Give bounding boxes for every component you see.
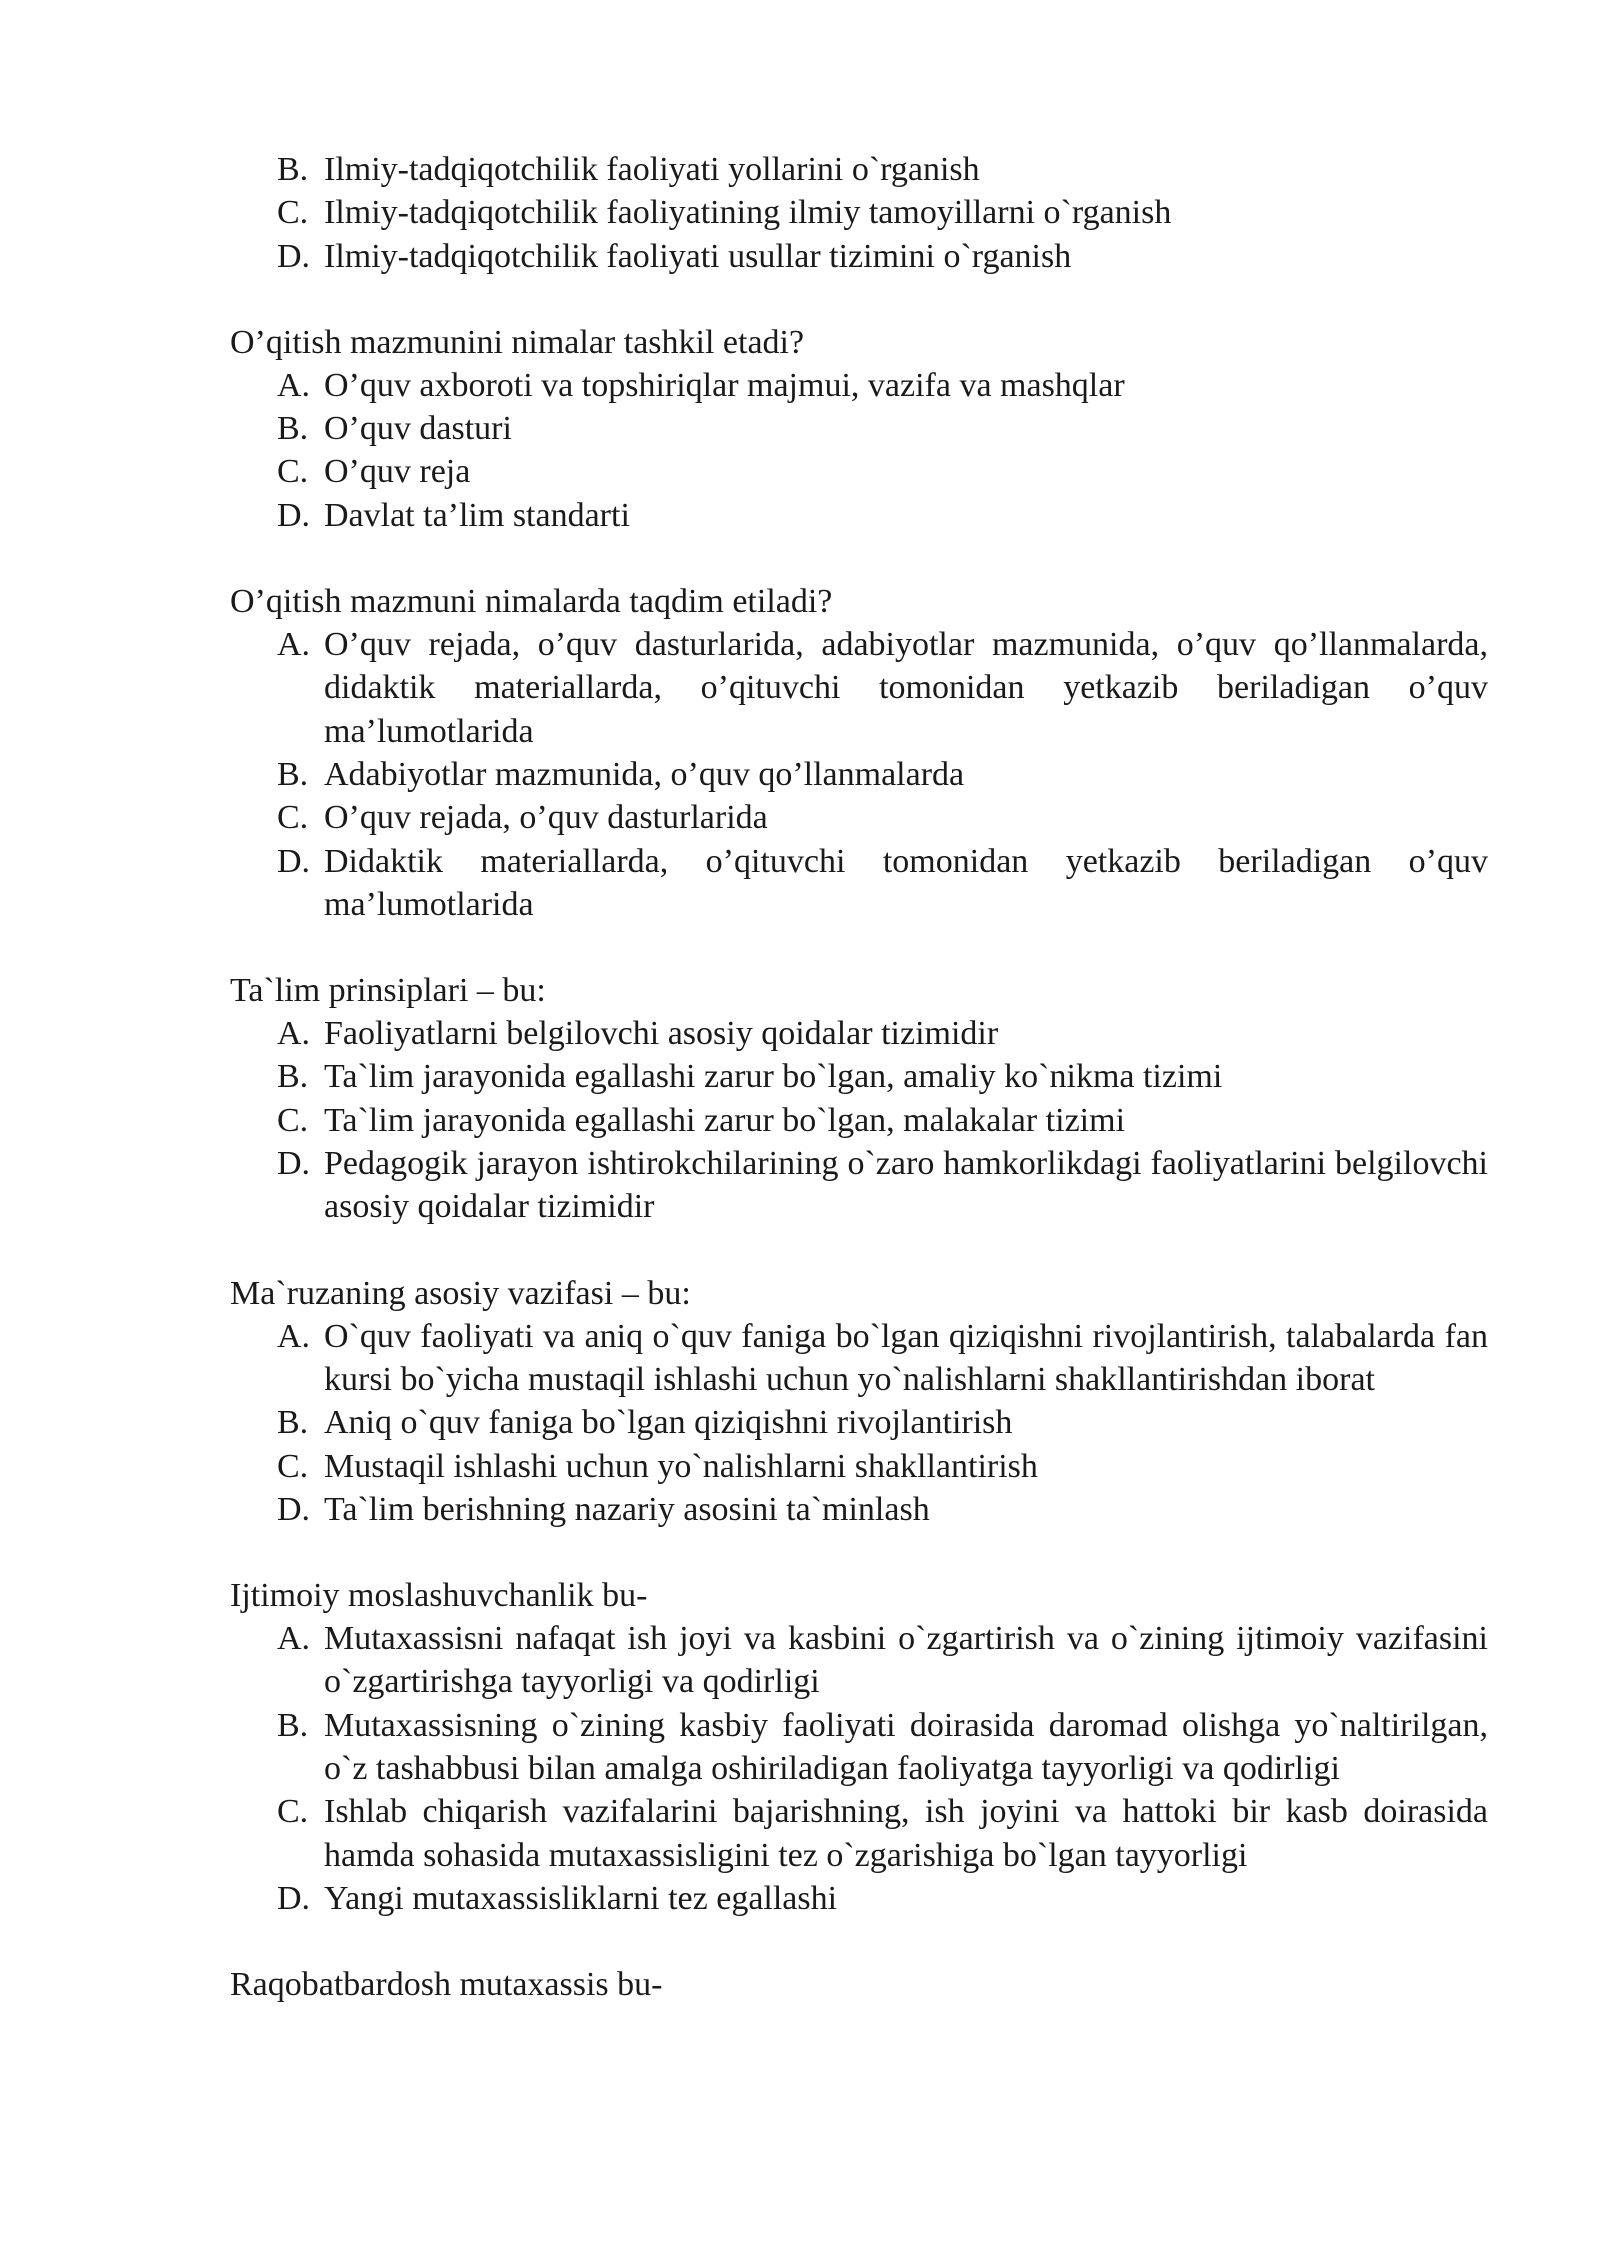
option-item — [228, 364, 1488, 407]
option-letter: B. — [277, 151, 309, 188]
options-list — [228, 623, 1488, 926]
document-page — [228, 148, 1488, 2049]
option-item — [228, 1099, 1488, 1142]
option-text: O’quv rejada, o’quv dasturlarida, adabiyotlar mazmunida, o’quv qo’llanmalarda, didaktik materiallarda, o’qituvchi tomonidan yetkazib beriladigan o’quv ma’lumotlarida — [324, 626, 1488, 750]
option-letter: C. — [277, 1793, 309, 1831]
question-block — [228, 1574, 1488, 1920]
question-text: O’qitish mazmunini nimalar tashkil etadi? — [230, 323, 805, 361]
question-text: Ijtimoiy moslashuvchanlik bu- — [230, 1577, 648, 1615]
option-letter: B. — [277, 1404, 309, 1442]
option-letter: A. — [277, 1015, 311, 1053]
option-text: Faoliyatlarni belgilovchi asosiy qoidalar tizimidir — [324, 1015, 999, 1053]
option-letter: D. — [277, 1490, 311, 1528]
option-letter: D. — [277, 1145, 311, 1183]
option-text: Mutaxassisni nafaqat ish joyi va kasbini o`zgartirish va o`zining ijtimoiy vazifasini o`zgartirishga tayyorligi va qodirligi — [324, 1620, 1488, 1701]
question-text: Raqobatbardosh mutaxassis bu- — [230, 1966, 663, 2004]
option-item — [228, 1315, 1488, 1402]
option-letter: A. — [277, 1620, 311, 1658]
option-text: Adabiyotlar mazmunida, o’quv qo’llanmalarda — [324, 755, 965, 793]
option-letter: B. — [277, 1058, 309, 1096]
question-block — [228, 580, 1488, 926]
option-letter: C. — [277, 1101, 309, 1139]
option-item — [228, 407, 1488, 450]
option-item — [228, 796, 1488, 839]
option-text: Ilmiy-tadqiqotchilik faoliyati usullar tizimini o`rganish — [324, 237, 1072, 275]
option-item — [228, 840, 1488, 927]
option-letter: B. — [277, 410, 309, 448]
option-item — [228, 1445, 1488, 1488]
option-text: Yangi mutaxassisliklarni tez egallashi — [324, 1879, 838, 1917]
option-text: Ishlab chiqarish vazifalarini bajarishning, ish joyini va hattoki bir kasb doirasida hamda sohasida mutaxassisligini tez o`zgarishiga bo`lgan tayyorligi — [324, 1793, 1488, 1874]
option-item — [228, 1488, 1488, 1531]
question-text: Ta`lim prinsiplari – bu: — [230, 972, 546, 1010]
option-item — [228, 1012, 1488, 1055]
option-letter: D. — [277, 842, 311, 880]
option-text: Ta`lim jarayonida egallashi zarur bo`lgan, amaliy ko`nikma tizimi — [324, 1058, 1223, 1096]
option-letter: D. — [277, 496, 311, 534]
question-text: Ma`ruzaning asosiy vazifasi – bu: — [230, 1274, 691, 1312]
option-text: O’quv dasturi — [324, 410, 512, 448]
option-item — [228, 1790, 1488, 1877]
option-letter: A. — [277, 1317, 311, 1355]
question-block — [228, 1963, 1488, 2006]
option-text: Ta`lim jarayonida egallashi zarur bo`lgan, malakalar tizimi — [324, 1101, 1126, 1139]
option-text: Pedagogik jarayon ishtirokchilarining o`zaro hamkorlikdagi faoliyatlarini belgilovchi asosiy qoidalar tizimidir — [324, 1145, 1488, 1226]
option-letter: C. — [277, 453, 309, 491]
option-letter: B. — [277, 1706, 309, 1744]
option-item — [228, 1877, 1488, 1920]
options-list — [228, 1012, 1488, 1228]
option-item — [228, 1704, 1488, 1791]
question-text: O’qitish mazmuni nimalarda taqdim etiladi? — [230, 583, 833, 621]
option-item — [228, 753, 1488, 796]
option-item — [228, 494, 1488, 537]
option-letter: A. — [277, 366, 311, 404]
option-item — [228, 1617, 1488, 1704]
options-list — [228, 364, 1488, 537]
option-letter: C. — [277, 799, 309, 837]
question-block — [228, 1272, 1488, 1531]
option-letter: C. — [277, 1447, 309, 1485]
option-item — [228, 148, 1488, 191]
option-text: Ilmiy-tadqiqotchilik faoliyatining ilmiy tamoyillarni o`rganish — [324, 194, 1172, 232]
option-text: O`quv faoliyati va aniq o`quv faniga bo`lgan qiziqishni rivojlantirish, talabalarda fan kursi bo`yicha mustaqil ishlashi uchun yo`nalishlarni shakllantirishdan iborat — [324, 1317, 1488, 1398]
option-item — [228, 191, 1488, 234]
option-text: Davlat ta’lim standarti — [324, 496, 630, 534]
option-letter: A. — [277, 626, 311, 664]
option-letter: B. — [277, 755, 309, 793]
option-text: O’quv rejada, o’quv dasturlarida — [324, 799, 768, 837]
question-block — [228, 321, 1488, 537]
option-letter: D. — [277, 1879, 311, 1917]
option-text: Ta`lim berishning nazariy asosini ta`minlash — [324, 1490, 930, 1528]
option-item — [228, 1055, 1488, 1098]
question-block — [228, 969, 1488, 1228]
option-letter: D. — [277, 237, 311, 275]
option-text: O’quv axboroti va topshiriqlar majmui, vazifa va mashqlar — [324, 366, 1125, 404]
continuation-options — [228, 148, 1488, 278]
option-text: Mustaqil ishlashi uchun yo`nalishlarni shakllantirish — [324, 1447, 1038, 1485]
option-item — [228, 235, 1488, 278]
option-text: Didaktik materiallarda, o’qituvchi tomonidan yetkazib beriladigan o’quv ma’lumotlarida — [324, 842, 1488, 923]
option-item — [228, 450, 1488, 493]
option-item — [228, 1401, 1488, 1444]
options-list — [228, 1617, 1488, 1920]
options-list — [228, 1315, 1488, 1531]
option-text: Ilmiy-tadqiqotchilik faoliyati yollarini o`rganish — [324, 151, 980, 188]
spacer — [228, 278, 1488, 321]
option-item — [228, 623, 1488, 753]
option-item — [228, 1142, 1488, 1229]
option-letter: C. — [277, 194, 309, 232]
option-text: Mutaxassisning o`zining kasbiy faoliyati doirasida daromad olishga yo`naltirilgan, o`z tashabbusi bilan amalga oshiriladigan faoliyatga tayyorligi va qodirligi — [324, 1706, 1488, 1788]
option-text: O’quv reja — [324, 453, 471, 491]
option-text: Aniq o`quv faniga bo`lgan qiziqishni rivojlantirish — [324, 1404, 1013, 1442]
